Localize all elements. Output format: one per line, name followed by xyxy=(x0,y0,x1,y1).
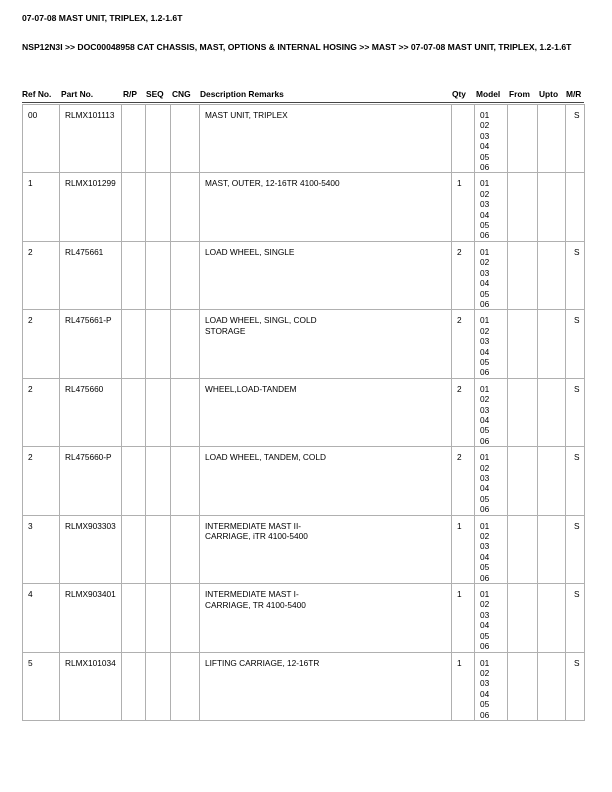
ref-cell: 4 xyxy=(23,584,60,652)
upto-cell xyxy=(538,378,566,446)
rp-cell xyxy=(122,310,146,378)
model-code: 04 xyxy=(480,551,490,562)
col-ref-header: Ref No. xyxy=(22,89,52,99)
models-cell xyxy=(475,241,508,309)
model-code: 06 xyxy=(480,298,490,309)
model-code: 03 xyxy=(480,199,490,210)
mr-cell: S xyxy=(566,515,585,583)
model-code: 02 xyxy=(480,394,490,405)
seq-cell xyxy=(146,652,171,720)
part-number-cell: RLMX101113 xyxy=(60,105,122,173)
models-cell xyxy=(475,105,508,173)
part-number-cell: RLMX101034 xyxy=(60,652,122,720)
model-code: 03 xyxy=(480,130,490,141)
model-code: 02 xyxy=(480,531,490,542)
description-cell: WHEEL,LOAD-TANDEM xyxy=(200,378,452,446)
model-code: 06 xyxy=(480,572,490,583)
model-code: 03 xyxy=(480,404,490,415)
model-code: 04 xyxy=(480,414,490,425)
description-cell: LOAD WHEEL, TANDEM, COLD xyxy=(200,447,452,515)
model-code: 05 xyxy=(480,699,490,710)
description-cell: INTERMEDIATE MAST I- CARRIAGE, TR 4100-5400 xyxy=(200,584,452,652)
table-row xyxy=(23,241,585,309)
table-row xyxy=(23,173,585,241)
upto-cell xyxy=(538,515,566,583)
model-code: 06 xyxy=(480,641,490,652)
cng-cell xyxy=(171,173,200,241)
from-cell xyxy=(508,310,538,378)
cng-cell xyxy=(171,447,200,515)
model-code: 04 xyxy=(480,209,490,220)
model-code: 01 xyxy=(480,246,490,257)
qty-cell: 1 xyxy=(452,652,475,720)
model-code: 01 xyxy=(480,178,490,189)
description-cell: INTERMEDIATE MAST II- CARRIAGE, iTR 4100-5400 xyxy=(200,515,452,583)
model-code: 06 xyxy=(480,162,490,173)
qty-cell: 2 xyxy=(452,447,475,515)
part-number-cell: RLMX903401 xyxy=(60,584,122,652)
model-code: 06 xyxy=(480,435,490,446)
seq-cell xyxy=(146,241,171,309)
upto-cell xyxy=(538,310,566,378)
from-cell xyxy=(508,515,538,583)
table-row xyxy=(23,652,585,720)
description-cell: MAST, OUTER, 12-16TR 4100-5400 xyxy=(200,173,452,241)
col-model-header: Model xyxy=(476,89,501,99)
model-code: 01 xyxy=(480,520,490,531)
col-qty-header: Qty xyxy=(452,89,466,99)
cng-cell xyxy=(171,241,200,309)
table-row xyxy=(23,105,585,173)
col-rp-header: R/P xyxy=(123,89,137,99)
model-code: 03 xyxy=(480,336,490,347)
model-code: 05 xyxy=(480,630,490,641)
model-code: 04 xyxy=(480,483,490,494)
table-row xyxy=(23,584,585,652)
models-cell xyxy=(475,447,508,515)
ref-cell: 3 xyxy=(23,515,60,583)
col-part-header: Part No. xyxy=(61,89,94,99)
models-cell xyxy=(475,515,508,583)
description-cell: LIFTING CARRIAGE, 12-16TR xyxy=(200,652,452,720)
ref-cell: 2 xyxy=(23,241,60,309)
cng-cell xyxy=(171,515,200,583)
cng-cell xyxy=(171,310,200,378)
col-from-header: From xyxy=(509,89,530,99)
part-number-cell: RLMX903303 xyxy=(60,515,122,583)
ref-cell: 2 xyxy=(23,378,60,446)
qty-cell: 2 xyxy=(452,310,475,378)
mr-cell: S xyxy=(566,447,585,515)
model-code: 05 xyxy=(480,425,490,436)
cng-cell xyxy=(171,652,200,720)
model-code: 02 xyxy=(480,120,490,131)
seq-cell xyxy=(146,515,171,583)
model-code: 03 xyxy=(480,473,490,483)
qty-cell: 1 xyxy=(452,584,475,652)
from-cell xyxy=(508,447,538,515)
upto-cell xyxy=(538,447,566,515)
rp-cell xyxy=(122,241,146,309)
rp-cell xyxy=(122,173,146,241)
model-code: 01 xyxy=(480,383,490,394)
upto-cell xyxy=(538,173,566,241)
rp-cell xyxy=(122,105,146,173)
table-header xyxy=(0,89,612,101)
description-cell: MAST UNIT, TRIPLEX xyxy=(200,105,452,173)
model-code: 06 xyxy=(480,504,490,515)
from-cell xyxy=(508,241,538,309)
model-code: 06 xyxy=(480,367,490,378)
breadcrumb: NSP12N3I >> DOC00048958 CAT CHASSIS, MAST, OPTIONS & INTERNAL HOSING >> MAST >> 07-07-08 MAST UNIT, TRIPLEX, 1.2-1.6T xyxy=(22,42,572,52)
ref-cell: 1 xyxy=(23,173,60,241)
from-cell xyxy=(508,105,538,173)
seq-cell xyxy=(146,447,171,515)
cng-cell xyxy=(171,378,200,446)
model-code: 06 xyxy=(480,709,490,720)
model-code: 02 xyxy=(480,599,490,610)
description-cell: LOAD WHEEL, SINGLE xyxy=(200,241,452,309)
model-code: 04 xyxy=(480,141,490,152)
mr-cell: S xyxy=(566,378,585,446)
table-row xyxy=(23,447,585,515)
model-code: 02 xyxy=(480,188,490,199)
model-code: 05 xyxy=(480,220,490,231)
col-mr-header: M/R xyxy=(566,89,582,99)
qty-cell: 1 xyxy=(452,173,475,241)
qty-cell: 1 xyxy=(452,515,475,583)
seq-cell xyxy=(146,378,171,446)
from-cell xyxy=(508,378,538,446)
document-title: 07-07-08 MAST UNIT, TRIPLEX, 1.2-1.6T xyxy=(22,13,183,23)
seq-cell xyxy=(146,173,171,241)
col-cng-header: CNG xyxy=(172,89,191,99)
model-code: 03 xyxy=(480,267,490,278)
model-code: 01 xyxy=(480,315,490,326)
upto-cell xyxy=(538,652,566,720)
rp-cell xyxy=(122,378,146,446)
part-number-cell: RL475660 xyxy=(60,378,122,446)
rp-cell xyxy=(122,515,146,583)
header-rule xyxy=(22,102,584,103)
upto-cell xyxy=(538,241,566,309)
model-code: 03 xyxy=(480,678,490,689)
model-code: 05 xyxy=(480,493,490,504)
model-code: 01 xyxy=(480,589,490,600)
mr-cell: S xyxy=(566,584,585,652)
models-cell xyxy=(475,173,508,241)
from-cell xyxy=(508,584,538,652)
col-desc-header: Description Remarks xyxy=(200,89,284,99)
cng-cell xyxy=(171,584,200,652)
mr-cell: S xyxy=(566,241,585,309)
col-upto-header: Upto xyxy=(539,89,559,99)
qty-cell xyxy=(452,105,475,173)
model-code: 05 xyxy=(480,562,490,573)
models-cell xyxy=(475,584,508,652)
qty-cell: 2 xyxy=(452,241,475,309)
model-code: 05 xyxy=(480,151,490,162)
models-cell xyxy=(475,652,508,720)
mr-cell: S xyxy=(566,310,585,378)
ref-cell: 5 xyxy=(23,652,60,720)
upto-cell xyxy=(538,105,566,173)
model-code: 02 xyxy=(480,257,490,268)
seq-cell xyxy=(146,105,171,173)
from-cell xyxy=(508,652,538,720)
col-seq-header: SEQ xyxy=(146,89,164,99)
ref-cell: 2 xyxy=(23,310,60,378)
model-code: 05 xyxy=(480,288,490,299)
from-cell xyxy=(508,173,538,241)
model-code: 01 xyxy=(480,110,490,120)
model-code: 04 xyxy=(480,620,490,631)
part-number-cell: RLMX101299 xyxy=(60,173,122,241)
model-code: 01 xyxy=(480,657,490,668)
model-code: 02 xyxy=(480,462,490,473)
seq-cell xyxy=(146,584,171,652)
model-code: 04 xyxy=(480,688,490,699)
cng-cell xyxy=(171,105,200,173)
rp-cell xyxy=(122,584,146,652)
upto-cell xyxy=(538,584,566,652)
model-code: 03 xyxy=(480,541,490,552)
part-number-cell: RL475661 xyxy=(60,241,122,309)
mr-cell: S xyxy=(566,652,585,720)
model-code: 06 xyxy=(480,230,490,241)
model-code: 04 xyxy=(480,346,490,357)
table-row xyxy=(23,515,585,583)
model-code: 05 xyxy=(480,356,490,367)
part-number-cell: RL475660-P xyxy=(60,447,122,515)
description-cell: LOAD WHEEL, SINGL, COLD STORAGE xyxy=(200,310,452,378)
seq-cell xyxy=(146,310,171,378)
model-code: 01 xyxy=(480,452,490,463)
models-cell xyxy=(475,378,508,446)
rp-cell xyxy=(122,652,146,720)
table-row xyxy=(23,310,585,378)
table-row xyxy=(23,378,585,446)
models-cell xyxy=(475,310,508,378)
parts-table xyxy=(22,104,585,721)
ref-cell: 00 xyxy=(23,105,60,173)
ref-cell: 2 xyxy=(23,447,60,515)
model-code: 02 xyxy=(480,325,490,336)
part-number-cell: RL475661-P xyxy=(60,310,122,378)
model-code: 02 xyxy=(480,667,490,678)
model-code: 03 xyxy=(480,609,490,620)
qty-cell: 2 xyxy=(452,378,475,446)
rp-cell xyxy=(122,447,146,515)
mr-cell: S xyxy=(566,105,585,173)
mr-cell xyxy=(566,173,585,241)
model-code: 04 xyxy=(480,278,490,289)
